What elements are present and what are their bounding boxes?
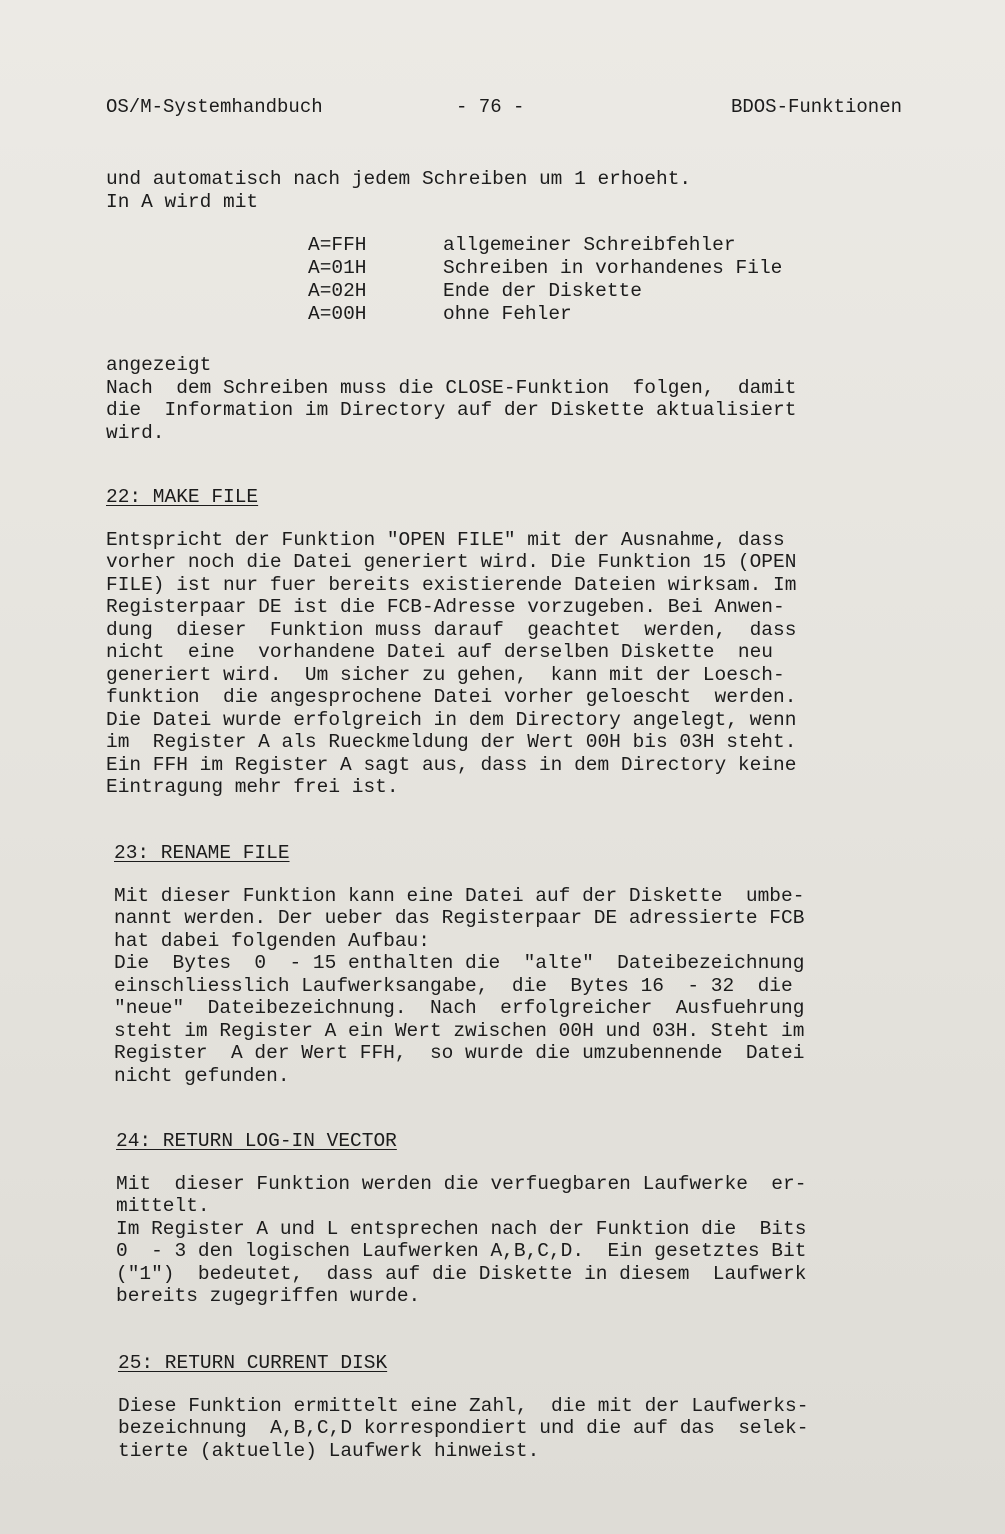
header-chapter: BDOS-Funktionen: [730, 96, 902, 118]
text-line: angezeigt: [106, 354, 212, 376]
header-title: OS/M-Systemhandbuch: [106, 96, 323, 118]
intro-conclusion: [106, 354, 906, 444]
text-line: Registerpaar DE ist die FCB-Adresse vorzugeben. Bei Anwen-: [106, 596, 785, 618]
text-line: und automatisch nach jedem Schreiben um 1 erhoeht.: [106, 168, 692, 190]
text-line: Eintragung mehr frei ist.: [106, 776, 399, 798]
code-value: A=00H: [308, 303, 367, 325]
text-line: Nach dem Schreiben muss die CLOSE-Funktion folgen, damit: [106, 376, 797, 399]
code-description: ohne Fehler: [443, 303, 572, 325]
text-line: Mit dieser Funktion werden die verfuegbaren Laufwerke er-: [116, 1172, 807, 1195]
return-code-row: [308, 280, 782, 303]
section-rename-file: [114, 842, 914, 1087]
text-line: vorher noch die Datei generiert wird. Die Funktion 15 (OPEN: [106, 551, 797, 573]
text-line: steht im Register A ein Wert zwischen 00H und 03H. Steht im: [114, 1019, 805, 1042]
text-line: nannt werden. Der ueber das Registerpaar DE adressierte FCB: [114, 907, 805, 929]
text-line: wird.: [106, 421, 165, 444]
section-make-file: [106, 486, 906, 799]
return-code-row: [308, 234, 782, 257]
return-code-row: [308, 257, 782, 280]
return-code-table: [308, 234, 782, 326]
text-line: Die Datei wurde erfolgreich in dem Directory angelegt, wenn: [106, 708, 797, 731]
section-return-log-in-vector: [116, 1130, 916, 1308]
section-heading: 22: MAKE FILE: [106, 486, 259, 508]
code-description: allgemeiner Schreibfehler: [443, 234, 736, 256]
section-heading: 25: RETURN CURRENT DISK: [118, 1352, 388, 1374]
text-line: dung dieser Funktion muss darauf geachtet werden, dass: [106, 618, 797, 641]
text-line: bezeichnung A,B,C,D korrespondiert und die auf das selek-: [118, 1417, 809, 1439]
text-line: "neue" Dateibezeichnung. Nach erfolgreicher Ausfuehrung: [114, 997, 805, 1019]
code-value: A=02H: [308, 280, 367, 302]
text-line: nicht eine vorhandene Datei auf derselben Diskette neu: [106, 641, 774, 663]
page-header: [106, 96, 902, 126]
text-line: Diese Funktion ermittelt eine Zahl, die mit der Laufwerks-: [118, 1394, 809, 1417]
text-line: In A wird mit: [106, 190, 259, 213]
code-description: Ende der Diskette: [443, 280, 642, 302]
text-line: einschliesslich Laufwerksangabe, die Bytes 16 - 32 die: [114, 974, 793, 997]
code-value: A=FFH: [308, 234, 367, 256]
text-line: 0 - 3 den logischen Laufwerken A,B,C,D. Ein gesetztes Bit: [116, 1240, 807, 1262]
text-line: nicht gefunden.: [114, 1064, 290, 1087]
section-heading: 23: RENAME FILE: [114, 842, 290, 864]
text-line: funktion die angesprochene Datei vorher geloescht werden.: [106, 686, 797, 708]
section-return-current-disk: [118, 1352, 918, 1462]
text-line: FILE) ist nur fuer bereits existierende Dateien wirksam. Im: [106, 573, 797, 596]
code-description: Schreiben in vorhandenes File: [443, 257, 783, 279]
text-line: Mit dieser Funktion kann eine Datei auf der Diskette umbe-: [114, 884, 805, 907]
text-line: ("1") bedeutet, dass auf die Diskette in diesem Laufwerk: [116, 1262, 807, 1285]
text-line: mittelt.: [116, 1195, 210, 1217]
page-number: - 76 -: [456, 96, 525, 118]
text-line: Entspricht der Funktion "OPEN FILE" mit der Ausnahme, dass: [106, 528, 785, 551]
text-line: Ein FFH im Register A sagt aus, dass in dem Directory keine: [106, 753, 797, 776]
return-code-row: [308, 303, 782, 326]
code-value: A=01H: [308, 257, 367, 279]
text-line: im Register A als Rueckmeldung der Wert 00H bis 03H steht.: [106, 731, 797, 753]
intro-paragraph: [106, 168, 906, 213]
text-line: Im Register A und L entsprechen nach der Funktion die Bits: [116, 1217, 807, 1240]
text-line: tierte (aktuelle) Laufwerk hinweist.: [118, 1439, 540, 1462]
section-heading: 24: RETURN LOG-IN VECTOR: [116, 1130, 397, 1152]
text-line: generiert wird. Um sicher zu gehen, kann mit der Loesch-: [106, 663, 785, 686]
text-line: Register A der Wert FFH, so wurde die umzubennende Datei: [114, 1042, 805, 1064]
text-line: die Information im Directory auf der Diskette aktualisiert: [106, 399, 797, 421]
text-line: bereits zugegriffen wurde.: [116, 1285, 421, 1307]
text-line: hat dabei folgenden Aufbau:: [114, 929, 430, 952]
text-line: Die Bytes 0 - 15 enthalten die "alte" Dateibezeichnung: [114, 952, 805, 974]
